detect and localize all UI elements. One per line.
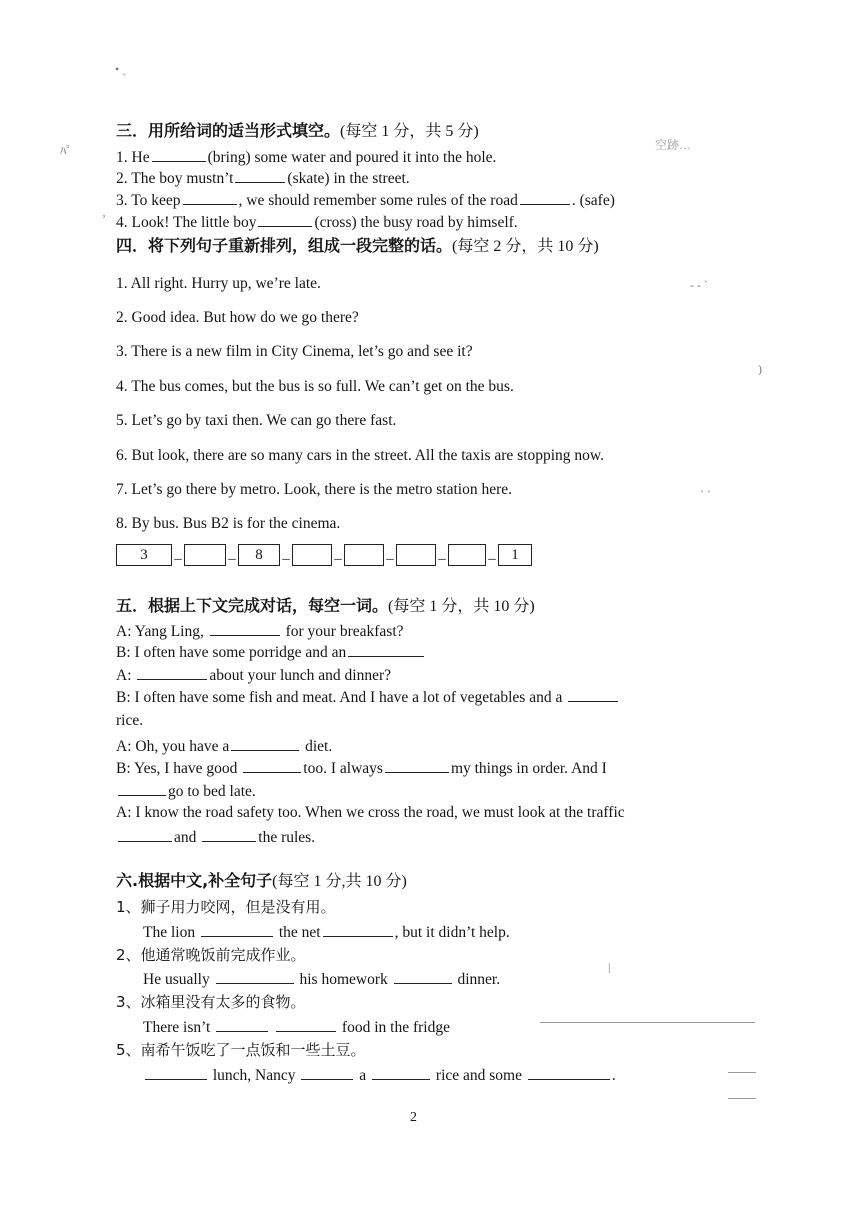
dialogue-line	[116, 826, 315, 848]
answer-blank[interactable]	[520, 189, 570, 205]
order-dash: –	[488, 551, 496, 567]
scan-speck: • ˏ	[115, 62, 127, 76]
section-title: 六.根据中文,补全句子	[116, 871, 273, 890]
section4-heading	[116, 236, 599, 257]
scan-line	[540, 1022, 755, 1023]
score-note: (每空 1 分，共 10 分)	[388, 598, 535, 615]
sentence-text: , but it didn’t help.	[394, 924, 510, 941]
chinese-prompt: 2、他通常晚饭前完成作业。	[116, 946, 306, 964]
sentence-text: He usually	[143, 971, 210, 988]
sentence-text: dinner.	[457, 971, 501, 988]
sentence-text: .	[611, 1067, 616, 1084]
answer-blank[interactable]	[183, 189, 237, 205]
dialogue-text: B: Yes, I have good	[116, 760, 238, 777]
translation-line	[143, 968, 500, 990]
translation-line	[143, 921, 510, 943]
answer-blank[interactable]	[216, 968, 294, 984]
dialogue-text: for your breakfast?	[285, 623, 404, 640]
section6-heading	[116, 871, 407, 892]
sentence: 4. The bus comes, but the bus is so full. We can’t get on the bus.	[116, 378, 514, 395]
scan-speck: ˋ ˋ	[700, 488, 711, 502]
order-dash: –	[438, 551, 446, 567]
section-title: 四．将下列句子重新排列，组成一段完整的话。	[116, 236, 453, 255]
answer-blank[interactable]	[301, 1064, 353, 1080]
sentence-text: food in the fridge	[341, 1019, 450, 1036]
item-text: (bring) some water and poured it into the hole.	[207, 149, 497, 166]
dialogue-text: A: Yang Ling,	[116, 623, 204, 640]
section-title: 五．根据上下文完成对话，每空一词。	[116, 596, 389, 615]
section3-item-3	[116, 189, 615, 211]
dialogue-line	[116, 641, 426, 663]
score-note: (每空 2 分，共 10 分)	[452, 238, 599, 255]
section3-heading	[116, 121, 479, 142]
order-dash: –	[174, 551, 182, 567]
order-dash: –	[228, 551, 236, 567]
dialogue-line	[116, 686, 620, 708]
sentence-text: the net	[278, 924, 321, 941]
dialogue-text: go to bed late.	[168, 783, 256, 800]
section3-item-4	[116, 211, 518, 233]
answer-blank[interactable]	[201, 921, 273, 937]
answer-blank[interactable]	[385, 757, 449, 773]
dialogue-text: A: Oh, you have a	[116, 738, 230, 755]
item-text: . (safe)	[571, 192, 615, 209]
chinese-prompt: 3、冰箱里没有太多的食物。	[116, 993, 306, 1011]
dialogue-line	[116, 735, 332, 757]
scan-speck: )	[758, 362, 762, 376]
sentence: 7. Let’s go there by metro. Look, there is the metro station here.	[116, 481, 512, 498]
scan-line	[728, 1098, 756, 1099]
scan-speck: 空跡…	[655, 138, 692, 152]
dialogue-text: and	[174, 829, 197, 846]
answer-blank[interactable]	[372, 1064, 430, 1080]
sentence: 3. There is a new film in City Cinema, let’s go and see it?	[116, 343, 473, 360]
sentence: 2. Good idea. But how do we go there?	[116, 309, 359, 326]
order-box[interactable]: 8	[238, 544, 280, 566]
answer-blank[interactable]	[210, 620, 280, 636]
section3-item-2	[116, 167, 410, 189]
sentence-text: The lion	[143, 924, 196, 941]
answer-blank[interactable]	[243, 757, 301, 773]
dialogue-line	[116, 664, 391, 686]
dialogue-text: A:	[116, 667, 132, 684]
chinese-prompt: 5、南希午饭吃了一点饭和一些土豆。	[116, 1041, 366, 1059]
answer-blank[interactable]	[323, 921, 393, 937]
order-box[interactable]: 1	[498, 544, 532, 566]
scan-speck: ʼ	[102, 212, 106, 226]
dialogue-text: B: I often have some fish and meat. And I have a lot of vegetables and a	[116, 689, 563, 706]
answer-blank[interactable]	[118, 780, 166, 796]
dialogue-text: my things in order. And I	[450, 760, 607, 777]
sentence-text: lunch, Nancy	[212, 1067, 296, 1084]
answer-blank[interactable]	[152, 146, 206, 162]
dialogue-text: too. I always	[303, 760, 383, 777]
scan-speck: - - ˋ	[690, 278, 708, 292]
item-text: (skate) in the street.	[287, 170, 410, 187]
sentence-text: a	[359, 1067, 367, 1084]
dialogue-text: the rules.	[258, 829, 316, 846]
translation-line	[143, 1016, 450, 1038]
sentence: 6. But look, there are so many cars in the street. All the taxis are stopping now.	[116, 447, 604, 464]
dialogue-line: A: I know the road safety too. When we cross the road, we must look at the traffic	[116, 804, 625, 821]
sentence-text: his homework	[299, 971, 388, 988]
sentence: 5. Let’s go by taxi then. We can go there fast.	[116, 412, 397, 429]
scan-speck: |	[608, 960, 611, 974]
answer-blank[interactable]	[231, 735, 299, 751]
item-text: 3. To keep	[116, 192, 181, 209]
answer-blank[interactable]	[394, 968, 452, 984]
section5-heading	[116, 596, 535, 617]
chinese-prompt: 1、狮子用力咬网，但是没有用。	[116, 898, 336, 916]
item-text: 2. The boy mustn’t	[116, 170, 234, 187]
answer-blank[interactable]	[568, 686, 618, 702]
order-dash: –	[386, 551, 394, 567]
dialogue-line	[116, 757, 607, 779]
item-text: , we should remember some rules of the road	[238, 192, 518, 209]
answer-blank[interactable]	[145, 1064, 207, 1080]
score-note: (每空 1 分,共 10 分)	[272, 873, 407, 890]
dialogue-line	[116, 780, 256, 802]
order-box[interactable]	[292, 544, 332, 566]
dialogue-line: rice.	[116, 712, 144, 729]
sentence: 1. All right. Hurry up, we’re late.	[116, 275, 321, 292]
order-boxes	[116, 544, 532, 566]
translation-line	[143, 1064, 616, 1086]
order-box[interactable]: 3	[116, 544, 172, 566]
order-dash: –	[334, 551, 342, 567]
order-box[interactable]	[396, 544, 436, 566]
sentence: 8. By bus. Bus B2 is for the cinema.	[116, 515, 341, 532]
sentence-text: rice and some	[435, 1067, 522, 1084]
item-text: (cross) the busy road by himself.	[314, 214, 518, 231]
sentence-text: There isn’t	[143, 1019, 211, 1036]
dialogue-text: diet.	[305, 738, 333, 755]
scan-line	[728, 1072, 756, 1073]
answer-blank[interactable]	[528, 1064, 610, 1080]
answer-blank[interactable]	[276, 1016, 336, 1032]
answer-blank[interactable]	[235, 167, 285, 183]
answer-blank[interactable]	[118, 826, 172, 842]
answer-blank[interactable]	[348, 641, 424, 657]
item-text: 4. Look! The little boy	[116, 214, 257, 231]
answer-blank[interactable]	[137, 664, 207, 680]
order-dash: –	[282, 551, 290, 567]
order-box[interactable]	[184, 544, 226, 566]
answer-blank[interactable]	[202, 826, 256, 842]
dialogue-text: about your lunch and dinner?	[209, 667, 392, 684]
section-title: 三．用所给词的适当形式填空。	[116, 121, 341, 140]
page-number: 2	[410, 1110, 417, 1125]
item-text: 1. He	[116, 149, 150, 166]
order-box[interactable]	[344, 544, 384, 566]
answer-blank[interactable]	[258, 211, 312, 227]
section3-item-1	[116, 146, 496, 168]
order-box[interactable]	[448, 544, 486, 566]
answer-blank[interactable]	[216, 1016, 268, 1032]
scan-speck: ﾊﾟ	[60, 144, 73, 158]
dialogue-text: B: I often have some porridge and an	[116, 644, 347, 661]
dialogue-line	[116, 620, 404, 642]
score-note: (每空 1 分，共 5 分)	[340, 123, 479, 140]
